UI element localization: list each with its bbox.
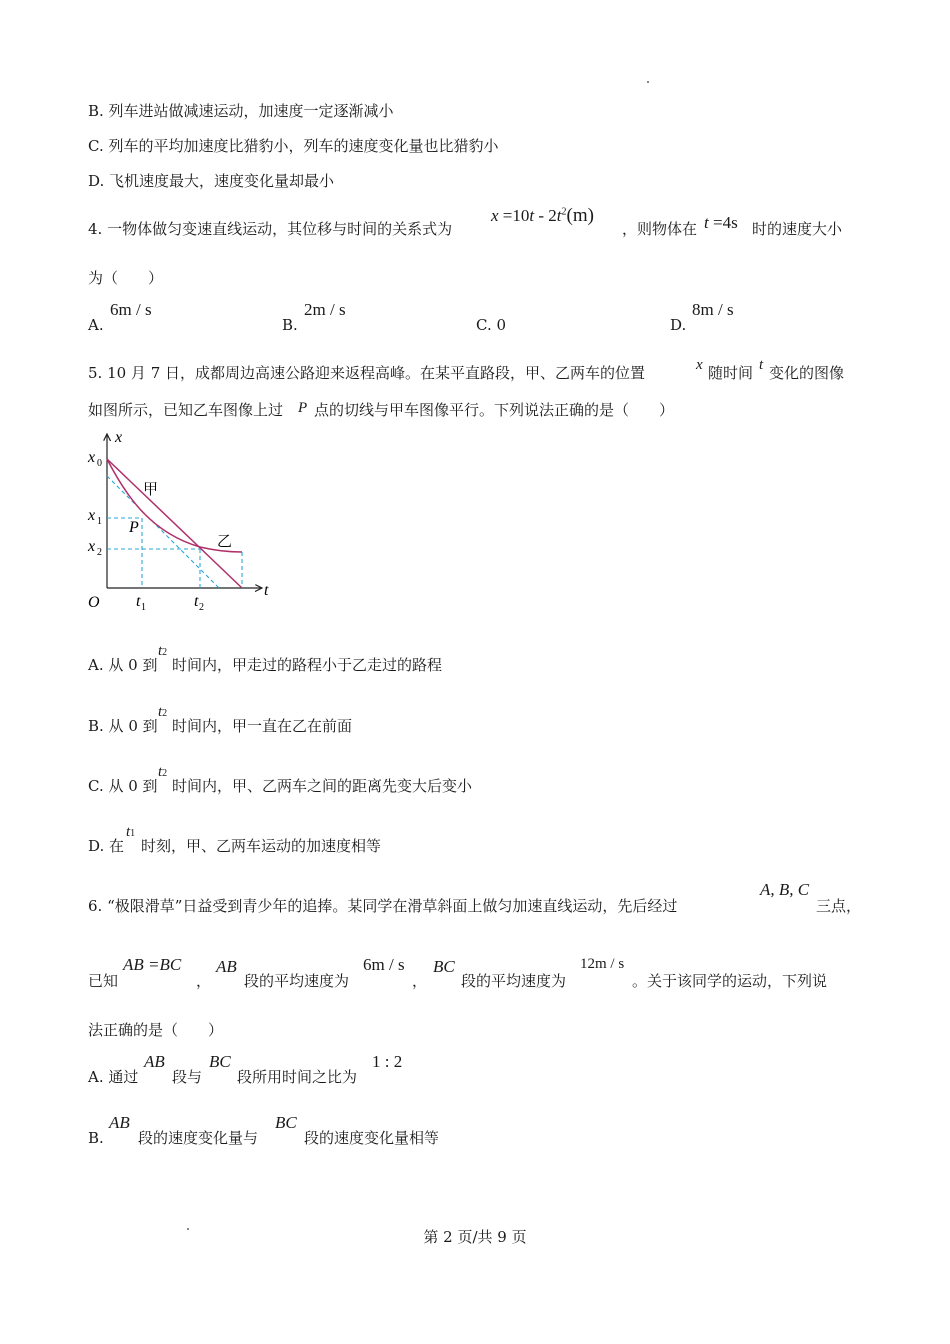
- y-axis-label: x: [115, 429, 123, 446]
- q6-option-b-ab: AB: [109, 1113, 130, 1132]
- q6-stem-c: 法正确的是（ ）: [88, 1021, 224, 1039]
- q6-option-b-bc: BC: [275, 1113, 297, 1132]
- x1-sub: 1: [97, 516, 102, 527]
- q6-stem-b1: 已知: [88, 972, 119, 990]
- q6-option-a-b: 段与: [172, 1068, 203, 1086]
- q5-option-b-a: B. 从 0 到: [88, 717, 158, 735]
- point-p-label: P: [129, 519, 139, 536]
- t1-sub: 1: [141, 602, 146, 613]
- origin-label: O: [88, 594, 100, 611]
- q3-option-c: C. 列车的平均加速度比猎豹小，列车的速度变化量也比猎豹小: [88, 137, 499, 155]
- t2-label: t: [194, 593, 199, 610]
- q6-option-b-a: B.: [88, 1129, 104, 1147]
- x-axis-label: t: [264, 582, 269, 599]
- q4-option-d-value: 8m / s: [692, 300, 734, 319]
- q6-option-a-c: 段所用时间之比为: [237, 1068, 358, 1086]
- yi-label: 乙: [217, 534, 233, 550]
- q4-option-a-value: 6m / s: [110, 300, 152, 319]
- q5-option-d-b: 时刻，甲、乙两车运动的加速度相等: [141, 837, 382, 855]
- q5-var-t: t: [759, 357, 764, 373]
- q3-option-b: B. 列车进站做减速运动，加速度一定逐渐减小: [88, 102, 394, 120]
- x2-label: x: [88, 538, 96, 555]
- q5-var-p: P: [298, 400, 308, 416]
- q5-option-b-t2: t2: [158, 704, 168, 720]
- q5-option-d-a: D. 在: [88, 837, 125, 855]
- q5-stem-b2: 点的切线与甲车图像平行。下列说法正确的是（ ）: [314, 401, 675, 419]
- q5-var-x: x: [696, 357, 703, 373]
- q6-comma2: ，: [412, 972, 428, 990]
- x0-label: x: [88, 449, 96, 466]
- jia-label: 甲: [143, 482, 159, 498]
- q5-option-d-t1: t1: [126, 824, 136, 840]
- q4-option-c: C. 0: [476, 316, 507, 334]
- q6-option-a-a: A. 通过: [88, 1068, 139, 1086]
- q6-option-b-b: 段的速度变化量与: [138, 1129, 259, 1147]
- xt-graph: [82, 428, 282, 618]
- x2-sub: 2: [97, 547, 102, 558]
- q6-stem-a: 6. “极限滑草”日益受到青少年的追捧。某同学在滑草斜面上做匀加速直线运动，先后经过: [88, 897, 678, 915]
- q4-option-b-value: 2m / s: [304, 300, 346, 319]
- q5-stem-b1: 如图所示，已知乙车图像上过: [88, 401, 284, 419]
- q6-option-a-ratio: 1 : 2: [372, 1052, 403, 1071]
- q5-option-a-t2: t2: [158, 643, 168, 659]
- t1-label: t: [136, 593, 141, 610]
- q5-option-b-b: 时间内，甲一直在乙在前面: [172, 717, 353, 735]
- q4-option-a-letter: A.: [88, 316, 104, 334]
- q5-option-c-a: C. 从 0 到: [88, 777, 158, 795]
- q6-bc: BC: [433, 957, 455, 976]
- q6-points: A, B, C: [760, 880, 810, 899]
- q5-stem-a1: 5. 10 月 7 日，成都周边高速公路迎来返程高峰。在某平直路段，甲、乙两车的位置: [88, 364, 646, 382]
- q6-stem-b4: 。关于该同学的运动，下列说: [632, 972, 828, 990]
- q5-stem-a3: 变化的图像: [769, 364, 845, 382]
- q3-option-d: D. 飞机速度最大，速度变化量却最小: [88, 172, 335, 190]
- q4-stem-a: 4. 一物体做匀变速直线运动，其位移与时间的关系式为: [88, 220, 453, 238]
- q6-stem-b3: 段的平均速度为: [461, 972, 567, 990]
- q4-option-d-letter: D.: [670, 316, 687, 334]
- q5-option-a-b: 时间内，甲走过的路程小于乙走过的路程: [172, 656, 443, 674]
- q5-option-c-t2: t2: [158, 764, 168, 780]
- q6-eq: AB =BC: [123, 955, 182, 974]
- q5-option-a-a: A. 从 0 到: [88, 656, 158, 674]
- q6-option-a-bc: BC: [209, 1052, 231, 1071]
- q5-option-c-b: 时间内，甲、乙两车之间的距离先变大后变小: [172, 777, 473, 795]
- q4-stem-b: ，则物体在: [622, 220, 698, 238]
- q5-stem-a2: 随时间: [708, 364, 754, 382]
- q4-time: t =4s: [704, 213, 738, 232]
- x1-label: x: [88, 507, 96, 524]
- q6-comma1: ，: [196, 972, 212, 990]
- x0-sub: 0: [97, 458, 102, 469]
- tangent-line: [107, 476, 219, 588]
- q4-stem-c: 时的速度大小: [752, 220, 843, 238]
- scan-dot: [647, 81, 649, 83]
- q6-v2: 12m / s: [580, 956, 625, 972]
- q4-option-b-letter: B.: [282, 316, 298, 334]
- q6-v1: 6m / s: [363, 955, 405, 974]
- jia-line: [107, 459, 242, 588]
- q4-stem-d: 为（ ）: [88, 269, 164, 287]
- q6-option-a-ab: AB: [144, 1052, 165, 1071]
- q6-option-b-c: 段的速度变化量相等: [304, 1129, 440, 1147]
- page-footer: 第 2 页/共 9 页: [423, 1228, 527, 1246]
- q4-formula: $x =10t - 2t^2(m)$: [491, 205, 594, 226]
- q6-stem-b2: 段的平均速度为: [244, 972, 350, 990]
- q6-stem-a2: 三点，: [816, 897, 862, 915]
- q6-ab: AB: [216, 957, 237, 976]
- t2-sub: 2: [199, 602, 204, 613]
